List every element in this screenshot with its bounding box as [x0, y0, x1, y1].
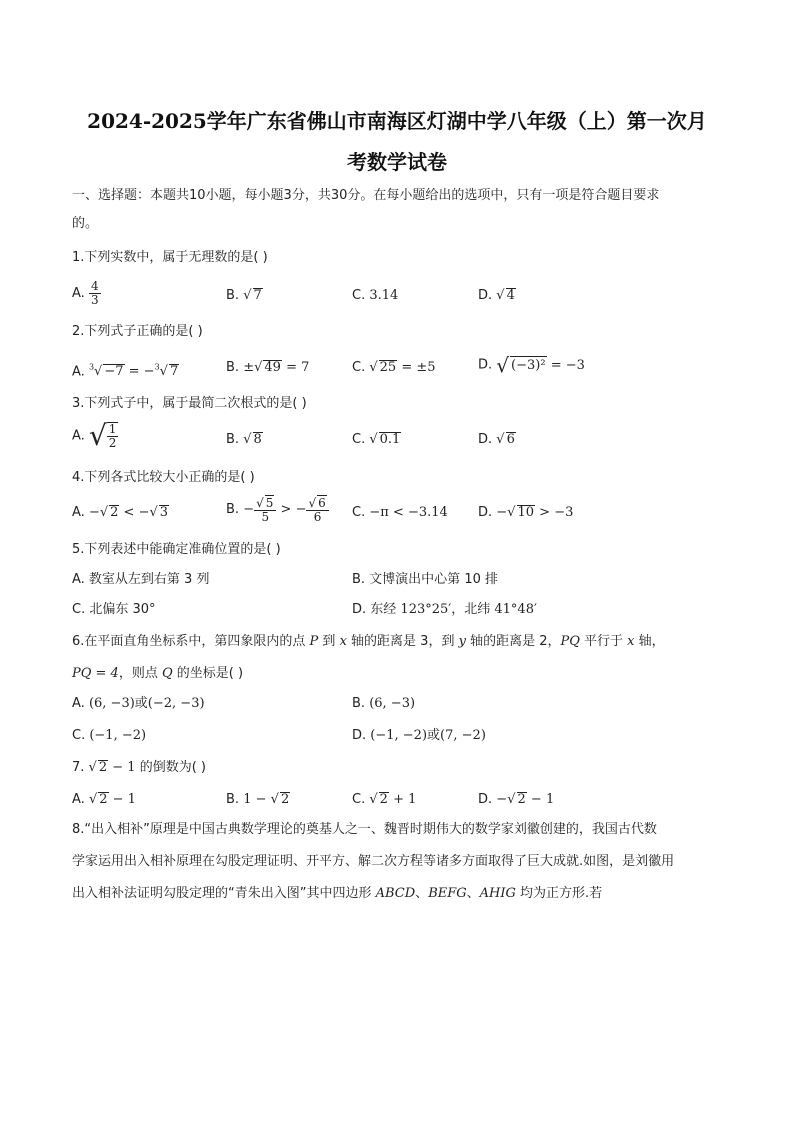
exam-title-line1: 2024-2025学年广东省佛山市南海区灯湖中学八年级（上）第一次月: [87, 109, 707, 133]
separator: 、: [415, 886, 429, 901]
sqrt-sign: √: [243, 432, 252, 447]
option-letter: C.: [352, 288, 366, 303]
radicand: −7: [104, 364, 124, 380]
q7-option-c: [352, 790, 416, 810]
sqrt-sign: √: [308, 496, 317, 510]
option-text: D. 东经: [352, 602, 401, 617]
q7-option-b: [226, 790, 290, 810]
q1-option-a: [72, 280, 101, 307]
q6-option-d: [352, 726, 486, 746]
coordinate: (−1, −2): [89, 728, 147, 743]
option-value: 3.14: [369, 288, 399, 303]
option-value: −π < −3.14: [369, 505, 448, 520]
question-8-line1: 8.“出入相补”原理是中国古典数学理论的奠基人之一、魏晋时期伟大的数学家刘徽创建的，我国古代数: [72, 822, 657, 837]
operator: 1 −: [243, 792, 271, 807]
square-abcd: ABCD: [375, 886, 416, 901]
radicand: 2: [98, 760, 108, 775]
q4-option-a: [72, 503, 169, 523]
radicand: 4: [506, 288, 515, 303]
question-4-stem: 4.下列各式比较大小正确的是( ): [72, 470, 255, 485]
q1-option-b: [226, 286, 263, 306]
axis-x: x: [339, 634, 347, 649]
root-index: 3: [154, 363, 160, 372]
sqrt-sign: √: [149, 505, 158, 520]
option-letter: A.: [72, 792, 85, 807]
sqrt-sign: √: [507, 505, 516, 520]
q2-option-b: [226, 358, 309, 378]
option-text: ，北纬: [451, 602, 495, 617]
stem-text: 到: [318, 634, 340, 649]
coordinate: (7, −2): [440, 728, 486, 743]
question-6-stem-line1: [72, 632, 732, 652]
q1-option-d: [478, 286, 516, 306]
stem-text: 平行于: [579, 634, 628, 649]
q4-option-b: [226, 495, 329, 524]
radicand: 2: [280, 792, 290, 807]
option-letter: C.: [352, 360, 366, 375]
sqrt-sign: √: [243, 288, 252, 303]
numerator: 1: [108, 422, 117, 436]
radicand: 25: [379, 360, 397, 375]
sqrt-sign: √: [369, 360, 378, 375]
denominator: 2: [108, 436, 117, 450]
coordinate: (−2, −3): [147, 696, 205, 711]
sqrt-sign: √: [369, 792, 378, 807]
sqrt-sign: √: [496, 353, 510, 377]
operator: −: [496, 792, 508, 807]
operator: ±: [243, 360, 255, 375]
longitude: 123°25′: [400, 602, 452, 617]
sqrt-sign: √: [256, 496, 264, 510]
operator: −: [88, 505, 100, 520]
operator: − 1: [526, 792, 555, 807]
option-letter: B.: [226, 288, 240, 303]
operator: − 1: [108, 792, 136, 807]
sqrt-sign: √: [369, 432, 378, 447]
stem-text: 7.: [72, 760, 89, 775]
q6-option-c: [72, 726, 146, 746]
question-5-stem: 5.下列表述中能确定准确位置的是( ): [72, 542, 281, 557]
axis-y: y: [458, 634, 466, 649]
option-letter: D.: [478, 432, 493, 447]
denominator: 3: [90, 293, 99, 307]
option-letter: C.: [352, 432, 366, 447]
option-letter: C.: [72, 728, 90, 743]
stem-text: 轴的距离是 2，: [465, 634, 561, 649]
stem-text: 的坐标是( ): [172, 666, 244, 681]
radicand: (−3)²: [511, 357, 546, 373]
conjunction: 或: [427, 728, 441, 743]
question-6-stem-line2: [72, 664, 732, 684]
radicand: 2: [99, 792, 108, 807]
square-ahig: AHIG: [479, 886, 516, 901]
segment-pq: PQ: [560, 634, 580, 649]
option-letter: B.: [226, 792, 240, 807]
radicand: 2: [379, 792, 388, 807]
sqrt-sign: √: [507, 792, 516, 807]
sqrt-sign: √: [88, 419, 107, 452]
separator: 、: [466, 886, 480, 901]
sqrt-sign: √: [99, 505, 109, 520]
section-heading-line2: 的。: [72, 216, 99, 231]
option-letter: D.: [352, 728, 371, 743]
exam-title-line2: 考数学试卷: [347, 150, 447, 174]
fraction: [89, 280, 101, 307]
operator: − 1: [108, 760, 136, 775]
q2-option-d: [478, 355, 585, 376]
stem-text: 6.在平面直角坐标系中，第四象限内的点: [72, 634, 310, 649]
question-3-stem: 3.下列式子中，属于最简二次根式的是( ): [72, 396, 307, 411]
radicand: 5: [265, 496, 274, 510]
root-sign: √: [94, 364, 103, 380]
option-letter: A.: [72, 505, 85, 520]
option-letter: A.: [72, 364, 85, 380]
radicand: 3: [159, 505, 169, 520]
fraction: [306, 495, 328, 524]
radicand: 10: [517, 505, 535, 520]
option-letter: C.: [352, 505, 366, 520]
q3-option-c: [352, 430, 401, 450]
question-8-line2: 学家运用出入相补原理在勾股定理证明、开平方、解二次方程等诸多方面取得了巨大成就.如图，是刘徽用: [72, 854, 675, 869]
operator: −: [243, 502, 255, 517]
equation-rhs: > −3: [535, 505, 574, 520]
denominator: 6: [313, 510, 322, 524]
radicand: 2: [517, 792, 526, 807]
stem-text: 轴的距离是 3，到: [346, 634, 459, 649]
sqrt-sign: √: [254, 360, 263, 375]
option-letter: D.: [478, 357, 493, 373]
radicand: 2: [110, 505, 119, 520]
q5-option-c: C. 北偏东 30°: [72, 602, 156, 617]
question-8-line3: [72, 884, 732, 904]
option-letter: D.: [478, 288, 493, 303]
axis-x: x: [627, 634, 635, 649]
operator: −: [496, 505, 508, 520]
option-letter: A.: [72, 696, 89, 711]
question-1-stem: 1.下列实数中，属于无理数的是( ): [72, 250, 268, 265]
option-letter: D.: [478, 505, 493, 520]
q7-option-a: [72, 790, 136, 810]
sqrt-sign: √: [496, 288, 505, 303]
root-index: 3: [88, 363, 95, 372]
q3-option-b: [226, 430, 263, 450]
sqrt-sign: √: [88, 792, 98, 807]
question-2-stem: 2.下列式子正确的是( ): [72, 324, 203, 339]
equation-rhs: = 7: [281, 360, 310, 375]
question-7-stem: [72, 758, 732, 778]
q5-option-a: A. 教室从左到右第 3 列: [72, 572, 210, 587]
option-letter: C.: [352, 792, 366, 807]
numerator: 4: [90, 279, 99, 293]
point-p: P: [309, 634, 319, 649]
sqrt-sign: √: [88, 760, 97, 775]
conjunction: 或: [134, 696, 148, 711]
equation-rhs: = −3: [546, 357, 585, 373]
option-letter: B.: [352, 696, 370, 711]
q2-option-c: [352, 358, 436, 378]
radicand: 49: [264, 360, 281, 375]
coordinate: (6, −3): [369, 696, 416, 711]
radicand: 7: [253, 288, 262, 303]
operator: + 1: [388, 792, 417, 807]
point-q: Q: [161, 666, 173, 681]
q3-option-a: [72, 419, 118, 452]
q3-option-d: [478, 430, 516, 450]
q5-option-b: B. 文博演出中心第 10 排: [352, 572, 498, 587]
operator: < −: [119, 505, 150, 520]
stem-text: 均为正方形.若: [515, 886, 603, 901]
option-letter: A.: [72, 428, 85, 444]
equation: PQ = 4: [72, 666, 119, 681]
q1-option-c: [352, 286, 398, 306]
operator: > −: [276, 502, 307, 517]
stem-text: 出入相补法证明勾股定理的“青朱出入图”其中四边形: [72, 886, 376, 901]
sqrt-sign: √: [270, 792, 279, 807]
radicand: 6: [506, 432, 515, 447]
radicand: 7: [169, 364, 179, 380]
sqrt-sign: √: [496, 432, 505, 447]
q4-option-d: [478, 503, 573, 523]
radicand: 0.1: [379, 432, 401, 447]
q4-option-c: [352, 503, 448, 523]
stem-text: 轴，: [634, 634, 665, 649]
coordinate: (−1, −2): [370, 728, 428, 743]
denominator: 5: [261, 510, 270, 524]
option-letter: D.: [478, 792, 493, 807]
radicand: 6: [318, 496, 326, 510]
fraction: [254, 495, 276, 524]
equation-rhs: = ±5: [397, 360, 436, 375]
q5-option-d: [352, 600, 537, 620]
section-heading-line1: 一、选择题：本题共10小题，每小题3分，共30分。在每小题给出的选项中，只有一项是符合题目要求: [72, 188, 660, 203]
stem-text: 的倒数为( ): [135, 760, 206, 775]
option-letter: B.: [226, 502, 240, 517]
radicand: 8: [253, 432, 262, 447]
root-sign: √: [159, 364, 168, 380]
q6-option-b: [352, 694, 415, 714]
q2-option-a: [72, 358, 179, 382]
q7-option-d: [478, 790, 554, 810]
operator: = −: [124, 364, 155, 380]
option-letter: A.: [72, 286, 85, 301]
coordinate: (6, −3): [88, 696, 135, 711]
latitude: 41°48′: [494, 602, 537, 617]
fraction: [107, 422, 119, 450]
q6-option-a: [72, 694, 205, 714]
stem-text: ，则点: [118, 666, 162, 681]
square-befg: BEFG: [428, 886, 467, 901]
option-letter: B.: [226, 432, 240, 447]
option-letter: B.: [226, 360, 240, 375]
